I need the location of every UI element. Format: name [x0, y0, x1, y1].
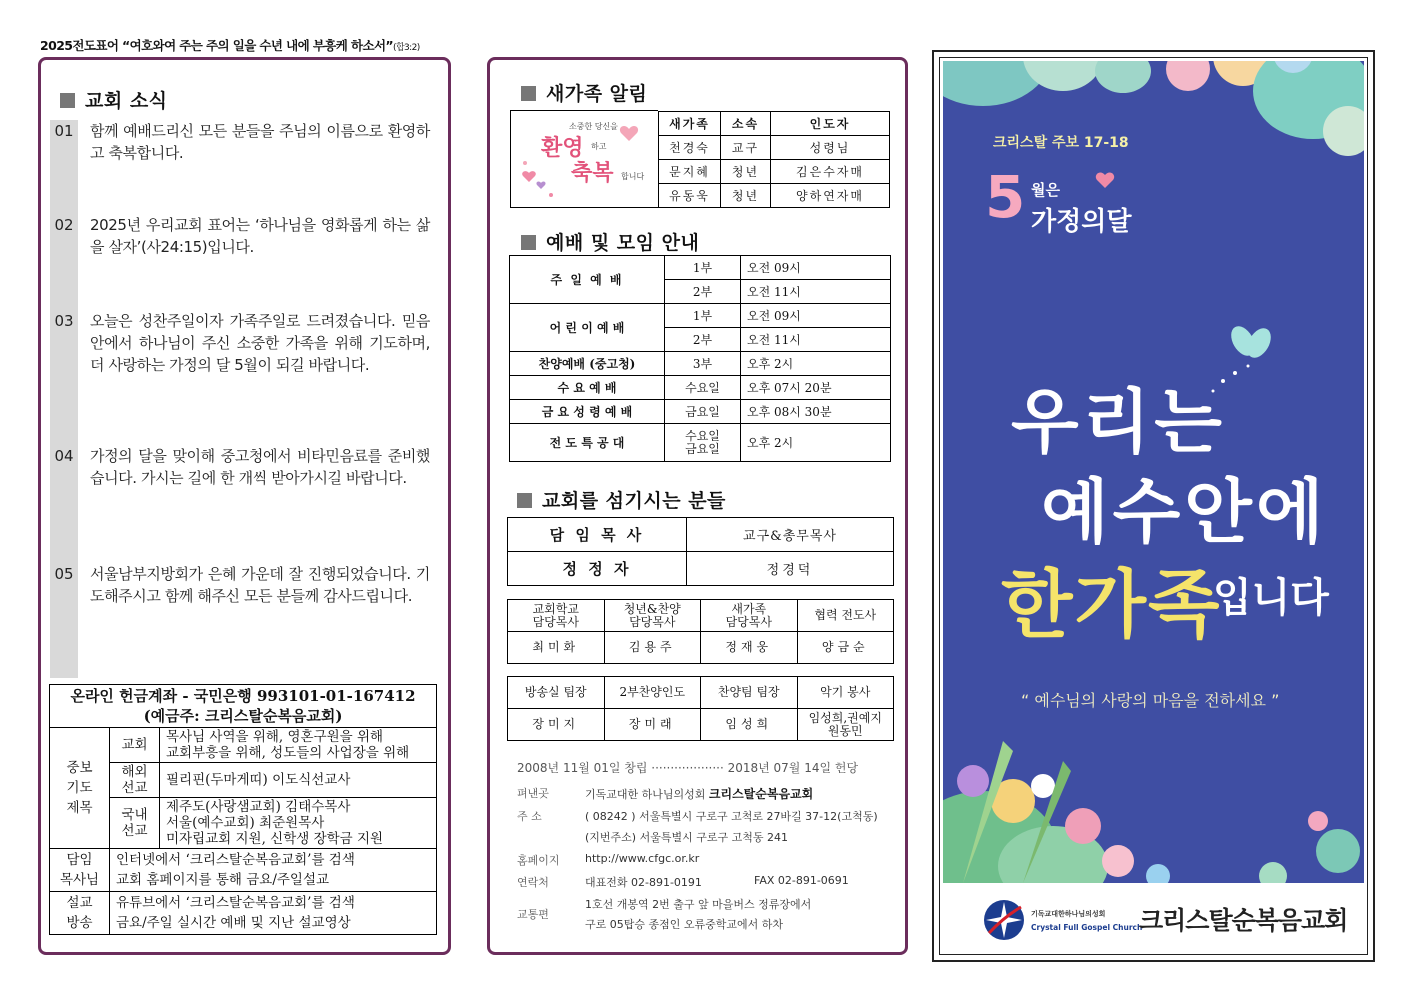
table-row: 장미지 장미래 임성희 임성희,권예지 원동민	[508, 709, 894, 741]
table-row: 담 임 목 사 교구&총무목사	[508, 518, 894, 552]
prayer-category: 교회	[110, 728, 160, 763]
heart-icon	[1095, 171, 1115, 189]
news-item: 04 가정의 달을 맞이해 중고청에서 비타민음료를 준비했습니다. 가시는 길에 한 개씩 받아가시길 바랍니다.	[54, 447, 430, 487]
staff-table	[507, 676, 894, 741]
homepage-link[interactable]: http://www.cfgc.or.kr	[585, 852, 700, 865]
prayer-category: 해외 선교	[110, 763, 160, 798]
news-item: 01 함께 예배드리신 모든 분들을 주님의 이름으로 환영하고 축복합니다.	[54, 122, 430, 162]
new-family-table: 새가족 소속 인도자 천경숙 교구 성령님 문지혜 청년 김은수자매 유동욱 청년 양하연자매	[658, 111, 890, 208]
church-name: 크리스탈순복음교회	[1139, 906, 1348, 935]
news-item: 03 오늘은 성찬주일이자 가족주일로 드려졌습니다. 믿음 안에서 하나님이 주신 소중한 가족을 위해 기도하며, 더 사랑하는 가정의 달 5월이 되길 바랍니다.	[54, 312, 430, 374]
family-section-title: 새가족 알림	[521, 79, 647, 106]
table-row: 어 린 이 예 배 1부 오전 09시	[510, 304, 891, 328]
table-row: 천경숙 교구 성령님	[659, 136, 890, 160]
church-emblem-icon	[981, 897, 1027, 943]
leaders-table	[507, 517, 894, 586]
table-row: 정 정 자 정경덕	[508, 552, 894, 586]
cover-line-2: 예수안에	[1041, 471, 1328, 553]
prayer-items: 제주도(사랑샘교회) 김태수목사 서울(예수교회) 최준원목사 미자립교회 지원, 신학생 장학금 지원	[160, 798, 437, 849]
worship-schedule-table	[509, 255, 891, 462]
month-theme: 가정의달	[1031, 207, 1132, 237]
month-number: 5	[985, 163, 1026, 231]
cover-line-3: 한가족	[1001, 562, 1222, 648]
square-bullet-icon	[60, 93, 75, 108]
news-item: 02 2025년 우리교회 표어는 ‘하나님을 영화롭게 하는 삶을 살자’(사24:15)입니다.	[54, 216, 430, 256]
sermon-info: 인터넷에서 ‘크리스탈순복음교회’를 검색 교회 홈페이지를 통해 금요/주일설교	[110, 849, 437, 892]
cover-line-1: 우리는	[1011, 381, 1226, 463]
bulletin-number: 크리스탈 주보 17-18	[993, 135, 1129, 151]
staff-table	[507, 599, 894, 664]
prayer-items: 목사님 사역을 위해, 영혼구원을 위해 교회부흥을 위해, 성도들의 사업장을 위해	[160, 728, 437, 763]
table-row: 전 도 특 공 대 수요일 금요일 오후 2시	[510, 424, 891, 462]
bank-account: 온라인 헌금계좌 - 국민은행 993101-01-167412 (예금주: 크리스탈순복음교회)	[50, 685, 437, 728]
table-row: 방송실 팀장 2부찬양인도 찬양팀 팀장 악기 봉사	[508, 677, 894, 709]
prayer-category: 국내 선교	[110, 798, 160, 849]
table-row: 수 요 예 배 수요일 오후 07시 20분	[510, 376, 891, 400]
square-bullet-icon	[521, 86, 536, 101]
church-logo-bar: 기독교대한하나님의성회 Crystal Full Gospel Church 크리스탈순복음교회	[943, 883, 1364, 953]
cover-quote: “ 예수님의 사랑의 마음을 전하세요 ”	[1021, 691, 1280, 710]
table-row: 문지혜 청년 김은수자매	[659, 160, 890, 184]
prayer-label: 중보 기도 제목	[50, 728, 110, 849]
sermon-label: 담임 목사님	[50, 849, 110, 892]
bulletin-cover	[932, 50, 1375, 962]
table-row: 2부 오전 11시	[510, 280, 891, 304]
square-bullet-icon	[521, 235, 536, 250]
table-row: 찬양예배 (중고청) 3부 오후 2시	[510, 352, 891, 376]
square-bullet-icon	[517, 493, 532, 508]
table-row: 교회학교 담당목사 청년&찬양 담당목사 새가족 담당목사 협력 전도사	[508, 600, 894, 632]
worship-section-title: 예배 및 모임 안내	[521, 228, 699, 255]
table-row: 2부 오전 11시	[510, 328, 891, 352]
table-row: 금 요 성 령 예 배 금요일 오후 08시 30분	[510, 400, 891, 424]
church-history: 2008년 11월 01일 창립 ··················· 2018년 07월 14일 헌당	[517, 761, 859, 775]
table-row: 유동욱 청년 양하연자매	[659, 184, 890, 208]
news-item: 05 서울남부지방회가 은혜 가운데 잘 진행되었습니다. 기도해주시고 함께 해주신 모든 분들께 감사드립니다.	[54, 565, 430, 605]
prayer-items: 필리핀(두마게띠) 이도식선교사	[160, 763, 437, 798]
info-panel: 새가족 알림 소중한 당신을 환영 하고 축복 합니다 새가족 소속 인도자 천경숙 교구 성령님 문지혜 청년 김은수자매 유동욱 청년 양하연자매 예배 및 모임 안내 주 일 예 배 1부 오전 09시 2부 오전 11시 어 린 이 예 배 1부 오전 09시 2부 오전 11시 찬양예배 (중고청) 3부 오후 2시 수 요 예 배 수요일 오후 07시 20분 금 요 성 령 예 배 금요일 오후 08시 30분 전 도 특 공 대 수요일 금요일 오후 2시 교회를 섬기시는 분들 담 임 목 사 교구&총무목사 정 정 자 정경덕 교회학교 담당목사 청년&찬양 담당목사 새가족 담당목사 협력 전도사 최미화 김용주 정재웅 양금순 방송실 팀장 2부찬양인도 찬양팀 팀장 악기 봉사 장미지 장미래 임성희 임성희,권예지 원동민 2008년 11월 01일 창립 ··················· 2018년 07월 14일 헌당 펴낸곳 기독교대한 하나님의성회 크리스탈순복음교회 주 소 ( 08242 ) 서울특별시 구로구 고척로 27바길 37-12(고척동) (지번주소) 서울특별시 구로구 고척동 241 홈페이지 http://www.cfgc.or.kr 연락처 대표전화 02-891-0191 FAX 02-891-0691 교통편 1호선 개봉역 2번 출구 앞 마을버스 정류장에서 구로 05탑승 종점인 오류중학교에서 하차	[487, 57, 908, 955]
church-news-panel	[38, 57, 451, 955]
donation-prayer-table	[49, 684, 437, 935]
welcome-graphic: 소중한 당신을 환영 하고 축복 합니다	[510, 110, 658, 208]
news-section-title: 교회 소식	[60, 86, 168, 113]
cover-artwork: 크리스탈 주보 17-18 5 월은 가정의달 우리는 예수안에 한가족 입니다 “ 예수님의 사랑의 마음을 전하세요 ”	[943, 61, 1364, 883]
live-info: 유튜브에서 ‘크리스탈순복음교회’를 검색 금요/주일 실시간 예배 및 지난 설교영상	[110, 892, 437, 935]
table-row: 최미화 김용주 정재웅 양금순	[508, 632, 894, 664]
yearly-motto: 2025전도표어 “여호와여 주는 주의 일을 수년 내에 부흥케 하소서”(합3:2)	[40, 38, 420, 53]
live-label: 설교 방송	[50, 892, 110, 935]
table-row: 주 일 예 배 1부 오전 09시	[510, 256, 891, 280]
leaders-section-title: 교회를 섬기시는 분들	[517, 486, 726, 513]
